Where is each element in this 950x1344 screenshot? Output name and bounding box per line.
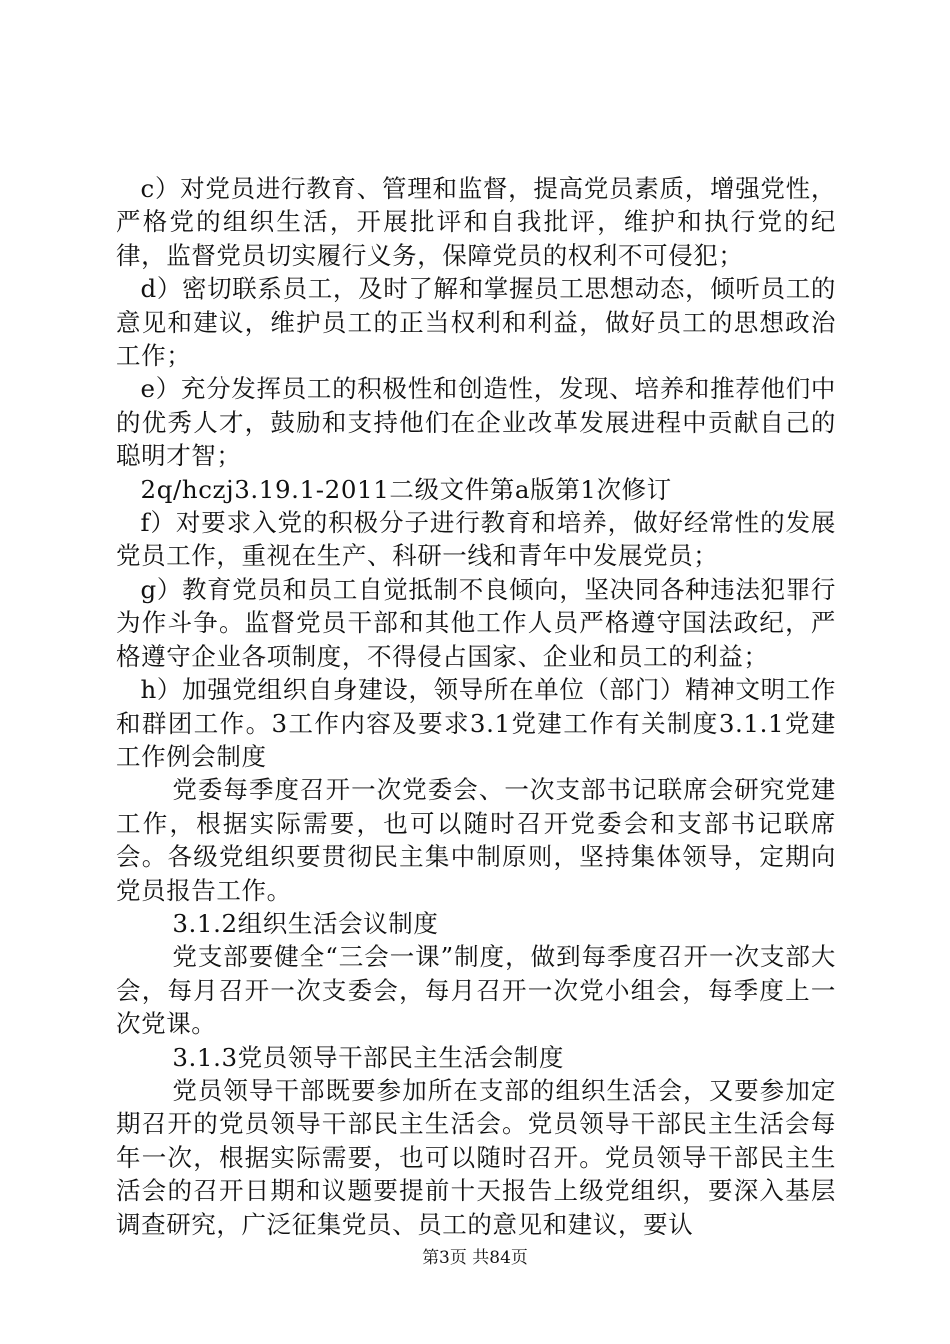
page-number-footer: 第3页 共84页	[422, 1248, 528, 1268]
paragraph-d: d）密切联系员工，及时了解和掌握员工思想动态，倾听员工的意见和建议，维护员工的正当权利和利益，做好员工的思想政治工作；	[116, 274, 836, 371]
paragraph-c: c）对党员进行教育、管理和监督，提高党员素质，增强党性，严格党的组织生活，开展批评和自我批评，维护和执行党的纪律，监督党员切实履行义务，保障党员的权利不可侵犯；	[116, 174, 836, 270]
section-heading-3-1-2: 3.1.2组织生活会议制度	[172, 908, 439, 938]
paragraph-e: e）充分发挥员工的积极性和创造性，发现、培养和推荐他们中的优秀人才，鼓励和支持他们在企业改革发展进程中贡献自己的聪明才智；	[116, 374, 836, 471]
section-heading-3-1-3: 3.1.3党员领导干部民主生活会制度	[172, 1042, 564, 1072]
paragraph-meeting-system: 党委每季度召开一次党委会、一次支部书记联席会研究党建工作，根据实际需要，也可以随时召开党委会和支部书记联席会。各级党组织要贯彻民主集中制原则，坚持集体领导，定期向党员报告工作。	[116, 775, 836, 905]
document-revision-line: 2q/hczj3.19.1-2011二级文件第a版第1次修订	[140, 474, 672, 504]
paragraph-democratic-life: 党员领导干部既要参加所在支部的组织生活会，又要参加定期召开的党员领导干部民主生活会。党员领导干部民主生活会每年一次，根据实际需要，也可以随时召开。党员领导干部民主生活会的召开日期和议题要提前十天报告上级党组织，要深入基层调查研究，广泛征集党员、员工的意见和建议，要认	[116, 1075, 836, 1239]
paragraph-three-meetings: 党支部要健全“三会一课”制度，做到每季度召开一次支部大会，每月召开一次支委会，每月召开一次党小组会，每季度上一次党课。	[116, 942, 836, 1039]
document-body	[116, 172, 836, 1241]
paragraph-g: g）教育党员和员工自觉抵制不良倾向，坚决同各种违法犯罪行为作斗争。监督党员干部和其他工作人员严格遵守国法政纪，严格遵守企业各项制度，不得侵占国家、企业和员工的利益；	[116, 574, 836, 671]
paragraph-f: f）对要求入党的积极分子进行教育和培养，做好经常性的发展党员工作，重视在生产、科研一线和青年中发展党员；	[116, 508, 836, 571]
paragraph-h: h）加强党组织自身建设，领导所在单位（部门）精神文明工作和群团工作。3工作内容及要求3.1党建工作有关制度3.1.1党建工作例会制度	[116, 675, 836, 771]
